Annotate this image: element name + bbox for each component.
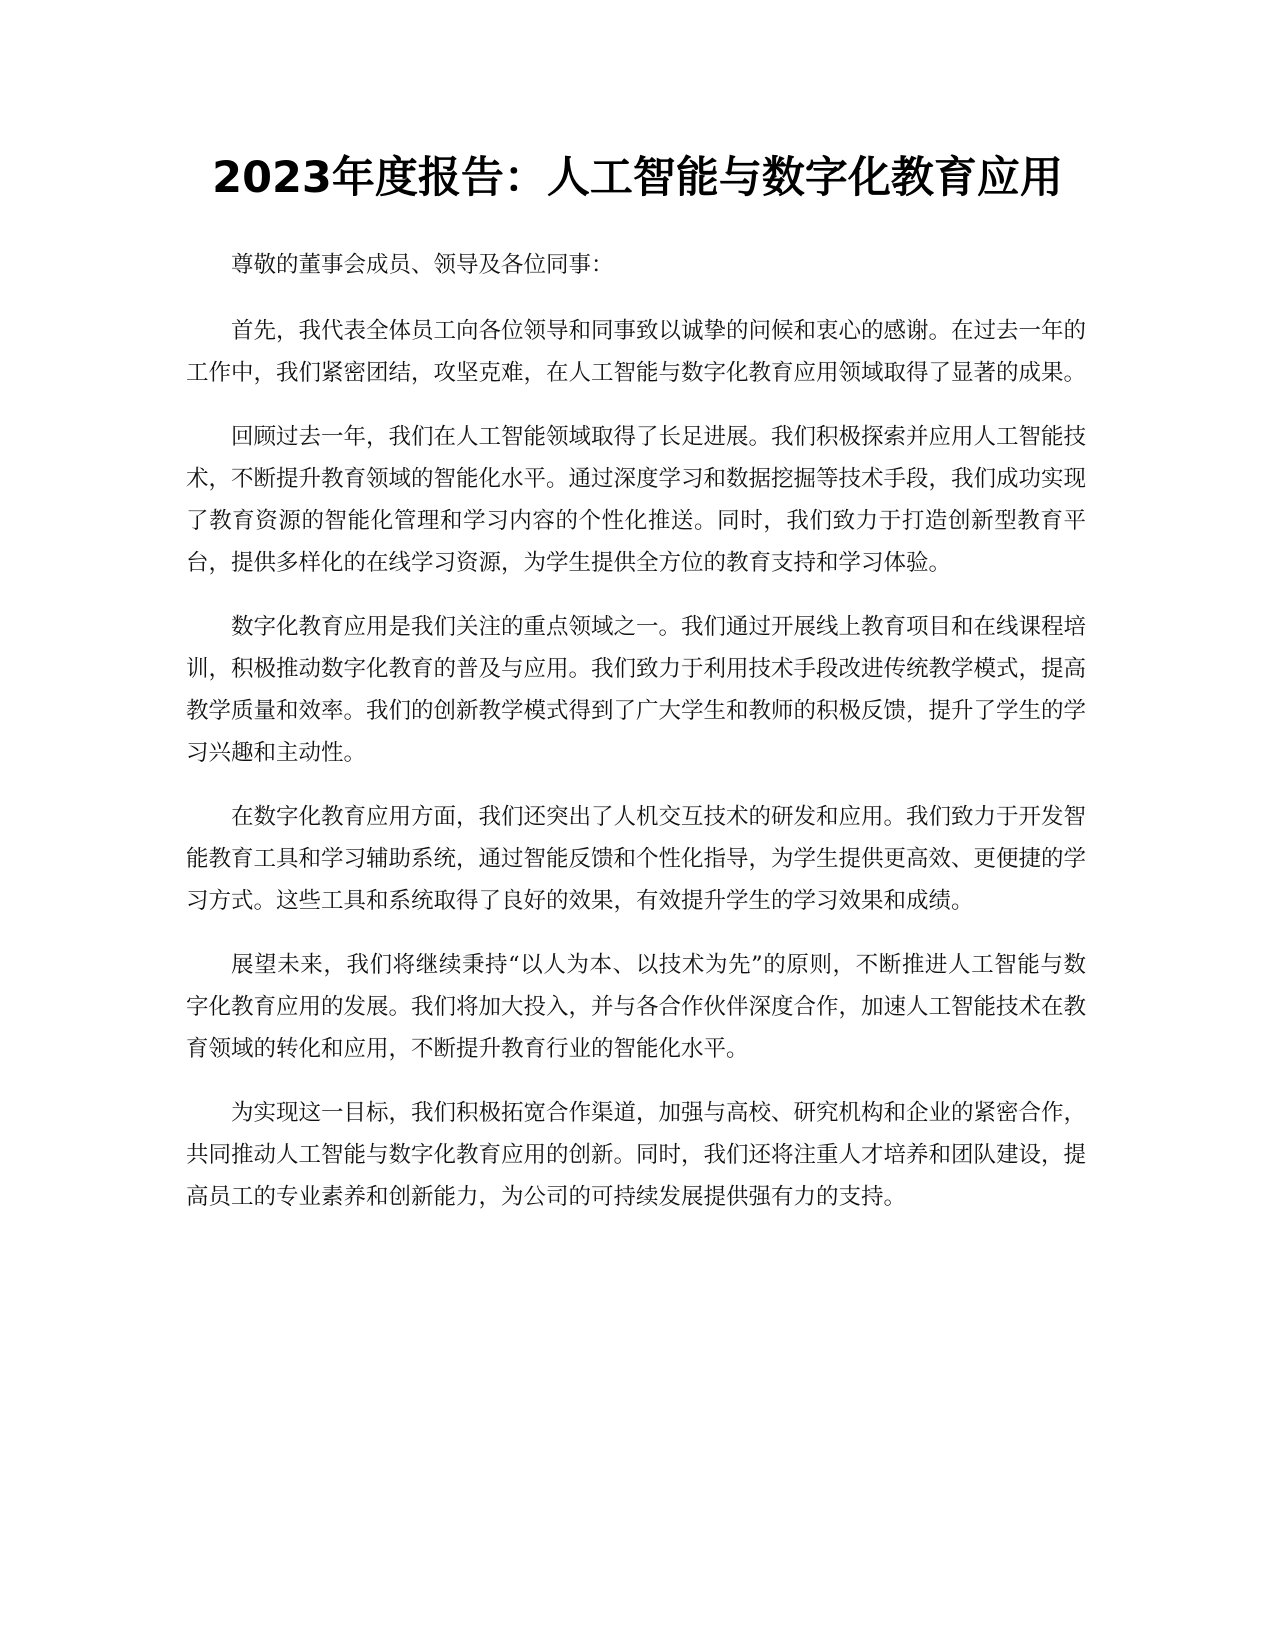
document-title: 2023年度报告：人工智能与数字化教育应用 <box>212 153 1063 203</box>
paragraph-ai-review: 回顾过去一年，我们在人工智能领域取得了长足进展。我们积极探索并应用人工智能技术，不断提升教育领域的智能化水平。通过深度学习和数据挖掘等技术手段，我们成功实现了教育资源的智能化管理和学习内容的个性化推送。同时，我们致力于打造创新型教育平台，提供多样化的在线学习资源，为学生提供全方位的教育支持和学习体验。 <box>186 424 1087 576</box>
paragraph-thanks: 首先，我代表全体员工向各位领导和同事致以诚挚的问候和衷心的感谢。在过去一年的工作中，我们紧密团结，攻坚克难，在人工智能与数字化教育应用领域取得了显著的成果。 <box>186 318 1087 386</box>
paragraph-digital-education: 数字化教育应用是我们关注的重点领域之一。我们通过开展线上教育项目和在线课程培训，积极推动数字化教育的普及与应用。我们致力于利用技术手段改进传统教学模式，提高教学质量和效率。我们的创新教学模式得到了广大学生和教师的积极反馈，提升了学生的学习兴趣和主动性。 <box>186 614 1087 766</box>
greeting-paragraph: 尊敬的董事会成员、领导及各位同事： <box>231 252 614 278</box>
document-body <box>186 244 1086 1240</box>
paragraph-hci: 在数字化教育应用方面，我们还突出了人机交互技术的研发和应用。我们致力于开发智能教育工具和学习辅助系统，通过智能反馈和个性化指导，为学生提供更高效、更便捷的学习方式。这些工具和系统取得了良好的效果，有效提升学生的学习效果和成绩。 <box>186 804 1087 914</box>
paragraph-cooperation: 为实现这一目标，我们积极拓宽合作渠道，加强与高校、研究机构和企业的紧密合作，共同推动人工智能与数字化教育应用的创新。同时，我们还将注重人才培养和团队建设，提高员工的专业素养和创新能力，为公司的可持续发展提供强有力的支持。 <box>186 1100 1087 1210</box>
paragraph-outlook: 展望未来，我们将继续秉持“以人为本、以技术为先”的原则，不断推进人工智能与数字化教育应用的发展。我们将加大投入，并与各合作伙伴深度合作，加速人工智能技术在教育领域的转化和应用，不断提升教育行业的智能化水平。 <box>186 952 1087 1062</box>
